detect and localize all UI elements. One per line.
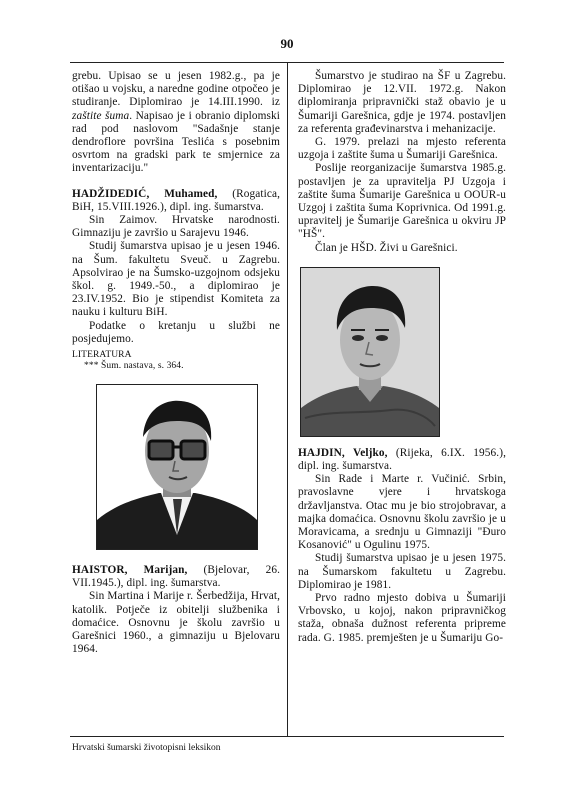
entry-haistor-heading <box>72 564 280 590</box>
entry-name: HAISTOR, Marijan, <box>72 564 188 577</box>
paragraph: Poslije reorganizacije šumarstva 1985.g. postavljen je za upravitelja PJ Uzgoja i zaštite šuma Šumarije Garešnica u OOUR-u Uzgoj i zaštita šuma Koprivnica. Od 1991.g. upravitelj je Šumarije Garešnica u okviru JP "HŠ". <box>298 162 506 241</box>
literature-label: LITERATURA <box>72 350 132 361</box>
portrait-hajdin-image <box>301 268 439 436</box>
column-divider <box>287 62 288 736</box>
literature-ref: *** Šum. nastava, s. 364. <box>84 361 184 372</box>
paragraph: Podatke o kretanju u službi ne posjedujemo. <box>72 319 280 345</box>
entry-name: HADŽIDEDIĆ, Muhamed, <box>72 187 218 200</box>
entry-head: (Rijeka, 6.IX. 1956.), dipl. ing. šumarstva. <box>298 446 506 473</box>
paragraph: Studij šumarstva upisao je u jesen 1975. na Šumarskom fakultetu u Zagrebu. Diplomirao je 1981. <box>298 552 506 591</box>
entry-name: HAJDIN, Veljko, <box>298 446 388 459</box>
text-run: . Napisao je i obranio diplomski rad pod naslovom "Sadašnje stanje dendroflore površina Teslića s posebnim osvrtom na gradski park te smjernice za inventarizaciju." <box>72 109 280 175</box>
paragraph: Član je HŠD. Živi u Garešnici. <box>315 241 458 254</box>
paragraph: Sin Martina i Marije r. Šerbedžija, Hrvat, katolik. Potječe iz obitelji službenika i domaćice. Osnovnu je školu završio u Garešnici 1960., a gimnaziju u Bjelovaru 1964. <box>72 590 280 656</box>
footer-text: Hrvatski šumarski životopisni leksikon <box>72 743 221 753</box>
right-column <box>298 70 506 645</box>
text-run: grebu. Upisao se u jesen 1982.g., pa je otišao u vojsku, a naredne godine otpočeo je studiranje. Diplomirao je 14.III.1990. iz <box>72 70 280 109</box>
entry-continuation <box>72 70 280 176</box>
portrait-haistor-image <box>97 385 257 549</box>
paragraph: G. 1979. prelazi na mjesto referenta uzgoja i zaštite šuma u Šumariji Garešnica. <box>298 136 506 162</box>
paragraph: Sin Zaimov. Hrvatske narodnosti. Gimnaziju je završio u Sarajevu 1946. <box>72 214 280 240</box>
entry-head: (Rogatica, BiH, 15.VIII.1926.), dipl. ing. šumarstva. <box>72 187 280 213</box>
entry-hajdin-heading <box>298 447 506 473</box>
paragraph: Šumarstvo je studirao na ŠF u Zagrebu. Diplomirao je 12.VII. 1972.g. Nakon diplomiranja pripravnički staž obavio je u Šumariji Garešnica, gdje je 1974. postavljen za referenta građevinarstva i mehanizacije. <box>298 70 506 135</box>
paragraph: Sin Rade i Marte r. Vučinić. Srbin, pravoslavne vjere i hrvatskoga državljanstva. Otac mu je bio strojobravar, a majka domaćica. Osnovnu školu završio je u Moravicama, a srednju u Gimnaziji "Đuro Kosanović" u Ogulinu 1975. <box>298 473 506 552</box>
left-column <box>72 70 280 656</box>
paragraph: Studij šumarstva upisao je u jesen 1946. na Šum. fakultetu Sveuč. u Zagrebu. Apsolvirao je na Šumsko-uzgojnom odsjeku škol. g. 1949.-50., a diplomirao je 23.IV.1952. Bio je stipendist Komiteta za nauku i kulturu BiH. <box>72 240 280 319</box>
entry-hadzidedic-heading <box>72 188 280 214</box>
paragraph: Prvo radno mjesto dobiva u Šumariji Vrbovsko, u kojoj, nakon pripravničkog staža, obnaša dužnost referenta pripreme rada. G. 1985. premješten je u Šumariju Go- <box>298 592 506 644</box>
entry-head: (Bjelovar, 26. VII.1945.), dipl. ing. šumarstva. <box>72 564 280 590</box>
footer-rule <box>70 736 504 737</box>
page-number: 90 <box>280 36 294 51</box>
portrait-photo-haistor <box>96 384 258 550</box>
portrait-photo-hajdin <box>300 267 440 437</box>
italic-run: zaštite šuma <box>72 109 130 122</box>
